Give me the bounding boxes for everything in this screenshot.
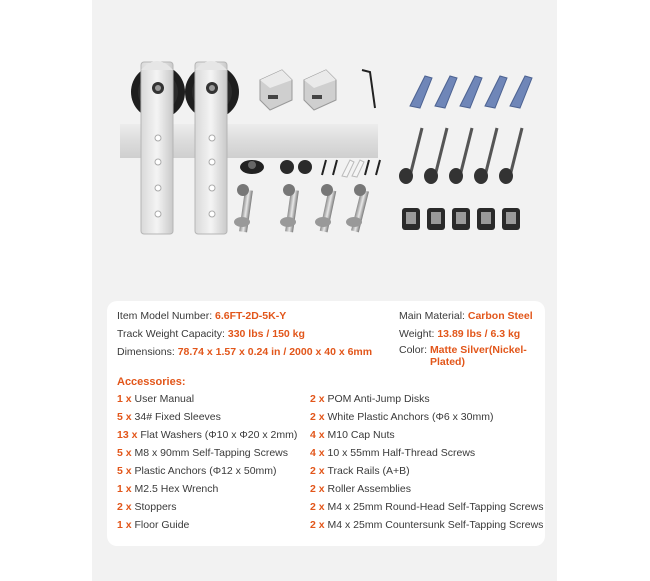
accessory-name: 34# Fixed Sleeves (134, 411, 221, 423)
accessory-name: Floor Guide (134, 519, 190, 531)
accessory-item (310, 429, 395, 441)
accessory-item (117, 465, 277, 477)
accessory-name: Plastic Anchors (Φ12 x 50mm) (134, 465, 277, 477)
accessory-qty: 4 x (310, 429, 328, 441)
accessory-name: White Plastic Anchors (Φ6 x 30mm) (327, 411, 494, 423)
hardware-kit-illustration (92, 0, 557, 300)
accessory-qty: 2 x (310, 393, 328, 405)
model-number-value: 6.6FT-2D-5K-Y (215, 310, 287, 322)
accessory-item (117, 411, 221, 423)
accessory-name: POM Anti-Jump Disks (327, 393, 430, 405)
spec-card (107, 301, 545, 546)
stopper-2 (304, 70, 336, 110)
fixed-sleeves (402, 208, 520, 230)
accessory-item (310, 519, 543, 531)
dimensions-label: Dimensions: (117, 346, 175, 358)
accessory-name: User Manual (134, 393, 195, 405)
model-number-label: Item Model Number: (117, 310, 213, 322)
weight-value: 13.89 lbs / 6.3 kg (437, 328, 521, 340)
accessory-item (117, 393, 194, 405)
accessory-name: M4 x 25mm Round-Head Self-Tapping Screws (327, 501, 544, 513)
accessory-item (310, 447, 475, 459)
accessory-qty: 1 x (117, 393, 135, 405)
accessories-title: Accessories: (117, 376, 186, 388)
accessory-name: M10 Cap Nuts (327, 429, 395, 441)
weight-row (399, 328, 520, 340)
accessory-item (117, 483, 218, 495)
floor-guide (240, 160, 264, 174)
accessory-qty: 5 x (117, 447, 135, 459)
model-number-row (117, 310, 286, 322)
accessory-item (310, 411, 493, 423)
accessory-name: Roller Assemblies (327, 483, 411, 495)
accessory-qty: 1 x (117, 483, 135, 495)
accessory-name: M2.5 Hex Wrench (134, 483, 219, 495)
accessory-qty: 4 x (310, 447, 328, 459)
hex-wrench (362, 70, 375, 108)
plastic-anchors (410, 76, 532, 108)
dimensions-value: 78.74 x 1.57 x 0.24 in / 2000 x 40 x 6mm (177, 346, 373, 358)
weight-capacity-row (117, 328, 305, 340)
color-row (399, 344, 540, 368)
accessory-item (310, 393, 430, 405)
accessory-name: 10 x 55mm Half-Thread Screws (327, 447, 476, 459)
accessory-name: M8 x 90mm Self-Tapping Screws (134, 447, 288, 459)
accessory-qty: 2 x (310, 411, 328, 423)
white-anchors (342, 160, 364, 177)
accessory-qty: 5 x (117, 465, 135, 477)
accessory-name: Stoppers (134, 501, 177, 513)
accessory-item (310, 501, 543, 513)
dimensions-row (117, 346, 372, 358)
accessory-qty: 5 x (117, 411, 135, 423)
accessory-item (117, 429, 297, 441)
accessory-qty: 2 x (310, 501, 328, 513)
material-value: Carbon Steel (467, 310, 533, 322)
material-row (399, 310, 533, 322)
accessory-item (117, 447, 288, 459)
stopper-1 (260, 70, 292, 110)
accessory-item (117, 501, 177, 513)
accessory-item (117, 519, 189, 531)
weight-capacity-label: Track Weight Capacity: (117, 328, 225, 340)
flat-washers (399, 168, 513, 184)
color-label: Color: (399, 344, 428, 356)
accessory-name: M4 x 25mm Countersunk Self-Tapping Screws (327, 519, 544, 531)
accessory-qty: 2 x (310, 465, 328, 477)
accessory-item (310, 465, 410, 477)
accessory-qty: 2 x (117, 501, 135, 513)
accessory-qty: 13 x (117, 429, 141, 441)
accessory-name: Flat Washers (Φ10 x Φ20 x 2mm) (140, 429, 298, 441)
half-thread-screws (234, 184, 369, 232)
accessory-name: Track Rails (A+B) (327, 465, 410, 477)
accessory-qty: 2 x (310, 483, 328, 495)
weight-label: Weight: (399, 328, 435, 340)
accessory-qty: 1 x (117, 519, 135, 531)
weight-capacity-value: 330 lbs / 150 kg (227, 328, 305, 340)
anti-jump-disks (280, 160, 312, 174)
color-value: Matte Silver(Nickel-Plated) (429, 344, 527, 368)
accessory-qty: 2 x (310, 519, 328, 531)
accessory-item (310, 483, 411, 495)
material-label: Main Material: (399, 310, 465, 322)
